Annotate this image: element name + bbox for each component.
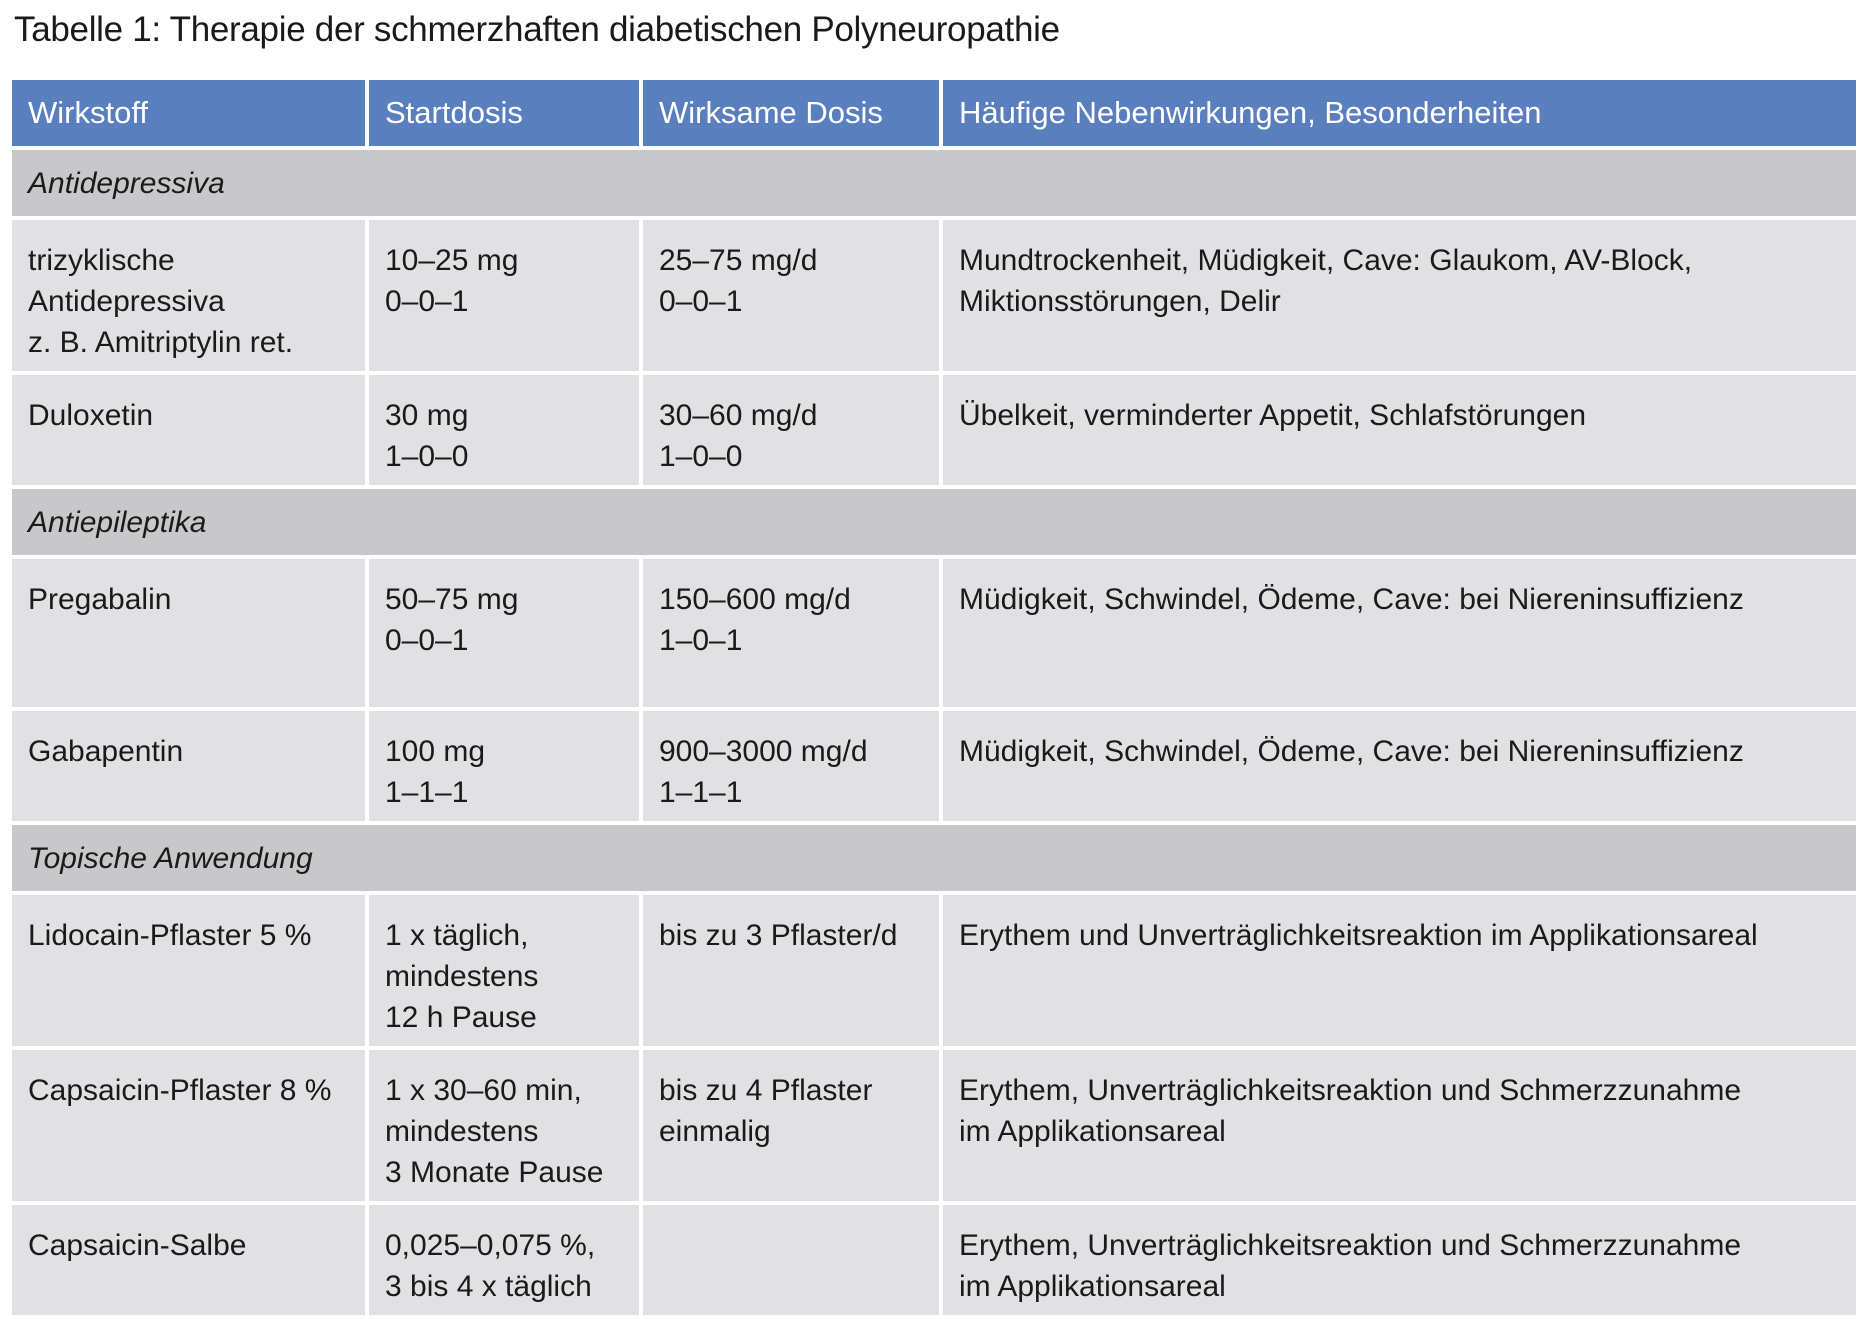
header-nebenwirkungen: Häufige Nebenwirkungen, Besonderheiten — [943, 80, 1856, 146]
cell-startdosis — [369, 1050, 639, 1201]
cell-line: mindestens — [385, 960, 539, 993]
cell-line: Duloxetin — [28, 399, 154, 432]
cell-line: 12 h Pause — [385, 1001, 537, 1034]
cell-nebenwirkungen — [943, 220, 1856, 371]
cell-line: 1 x 30–60 min, — [385, 1074, 582, 1107]
table-row — [12, 1205, 1856, 1315]
cell-line: Übelkeit, verminderter Appetit, Schlafstörungen — [959, 399, 1586, 432]
cell-wirksame-dosis — [643, 711, 939, 821]
cell-line: 3 Monate Pause — [385, 1156, 604, 1189]
cell-line: Capsaicin-Pflaster 8 % — [28, 1074, 332, 1107]
cell-wirksame-dosis — [643, 895, 939, 1046]
table-row — [12, 1050, 1856, 1201]
cell-line: Miktionsstörungen, Delir — [959, 285, 1281, 318]
cell-line: 0–0–1 — [659, 285, 743, 318]
cell-line: 100 mg — [385, 735, 486, 768]
cell-startdosis — [369, 895, 639, 1046]
cell-wirkstoff — [12, 711, 365, 821]
cell-line: Mundtrockenheit, Müdigkeit, Cave: Glaukom, AV-Block, — [959, 244, 1693, 277]
cell-line: im Applikationsareal — [959, 1270, 1226, 1303]
table-body — [12, 150, 1856, 1315]
section-label: Antiepileptika — [12, 489, 1856, 555]
cell-line: 50–75 mg — [385, 583, 519, 616]
table-row — [12, 559, 1856, 707]
cell-nebenwirkungen — [943, 1205, 1856, 1315]
cell-line: im Applikationsareal — [959, 1115, 1226, 1148]
cell-wirkstoff — [12, 1050, 365, 1201]
cell-wirksame-dosis — [643, 375, 939, 485]
cell-nebenwirkungen — [943, 559, 1856, 707]
cell-line: mindestens — [385, 1115, 539, 1148]
cell-line: 30 mg — [385, 399, 469, 432]
cell-wirkstoff — [12, 375, 365, 485]
cell-line: Erythem, Unverträglichkeitsreaktion und Schmerzzunahme — [959, 1229, 1742, 1262]
cell-line: z. B. Amitriptylin ret. — [28, 326, 294, 359]
cell-line: Erythem und Unverträglichkeitsreaktion im Applikationsareal — [959, 919, 1758, 952]
table-row — [12, 375, 1856, 485]
cell-line: Lidocain-Pflaster 5 % — [28, 919, 312, 952]
cell-line: 25–75 mg/d — [659, 244, 818, 277]
cell-wirkstoff — [12, 895, 365, 1046]
cell-nebenwirkungen — [943, 711, 1856, 821]
cell-line: 3 bis 4 x täglich — [385, 1270, 592, 1303]
cell-nebenwirkungen — [943, 895, 1856, 1046]
table-row — [12, 711, 1856, 821]
header-startdosis: Startdosis — [369, 80, 639, 146]
cell-wirksame-dosis — [643, 1050, 939, 1201]
cell-line: 0,025–0,075 %, — [385, 1229, 596, 1262]
cell-line: 1–0–0 — [659, 440, 743, 473]
cell-nebenwirkungen — [943, 1050, 1856, 1201]
section-row — [12, 489, 1856, 555]
cell-wirkstoff — [12, 559, 365, 707]
table-title: Tabelle 1: Therapie der schmerzhaften diabetischen Polyneuropathie — [14, 10, 1060, 49]
cell-line: trizyklische — [28, 244, 175, 277]
cell-line: 10–25 mg — [385, 244, 519, 277]
table-row — [12, 895, 1856, 1046]
section-label: Antidepressiva — [12, 150, 1856, 216]
cell-nebenwirkungen — [943, 375, 1856, 485]
cell-line: Antidepressiva — [28, 285, 225, 318]
cell-line: einmalig — [659, 1115, 771, 1148]
cell-wirksame-dosis — [643, 220, 939, 371]
cell-line: 150–600 mg/d — [659, 583, 851, 616]
cell-line: Pregabalin — [28, 583, 172, 616]
cell-line: 0–0–1 — [385, 285, 469, 318]
cell-line: Erythem, Unverträglichkeitsreaktion und Schmerzzunahme — [959, 1074, 1742, 1107]
cell-line: 1–1–1 — [659, 776, 743, 809]
cell-startdosis — [369, 375, 639, 485]
section-row — [12, 825, 1856, 891]
cell-line: Capsaicin-Salbe — [28, 1229, 247, 1262]
cell-line: 900–3000 mg/d — [659, 735, 868, 768]
cell-line: 1–0–0 — [385, 440, 469, 473]
cell-line: bis zu 4 Pflaster — [659, 1074, 873, 1107]
cell-wirkstoff — [12, 1205, 365, 1315]
cell-line: Müdigkeit, Schwindel, Ödeme, Cave: bei Niereninsuffizienz — [959, 735, 1744, 768]
cell-line: 0–0–1 — [385, 624, 469, 657]
cell-startdosis — [369, 1205, 639, 1315]
cell-line: 1–0–1 — [659, 624, 743, 657]
cell-line: 30–60 mg/d — [659, 399, 818, 432]
header-wirkstoff: Wirkstoff — [12, 80, 365, 146]
section-row — [12, 150, 1856, 216]
cell-line: 1–1–1 — [385, 776, 469, 809]
cell-line: Müdigkeit, Schwindel, Ödeme, Cave: bei Niereninsuffizienz — [959, 583, 1744, 616]
cell-startdosis — [369, 711, 639, 821]
cell-wirkstoff — [12, 220, 365, 371]
cell-startdosis — [369, 220, 639, 371]
table-row — [12, 220, 1856, 371]
cell-wirksame-dosis — [643, 1205, 939, 1315]
cell-line: 1 x täglich, — [385, 919, 529, 952]
header-wirksame-dosis: Wirksame Dosis — [643, 80, 939, 146]
cell-startdosis — [369, 559, 639, 707]
cell-line: Gabapentin — [28, 735, 184, 768]
header-row — [12, 80, 1856, 146]
section-label: Topische Anwendung — [12, 825, 1856, 891]
therapy-table — [8, 76, 1860, 1319]
cell-line: bis zu 3 Pflaster/d — [659, 919, 898, 952]
cell-wirksame-dosis — [643, 559, 939, 707]
